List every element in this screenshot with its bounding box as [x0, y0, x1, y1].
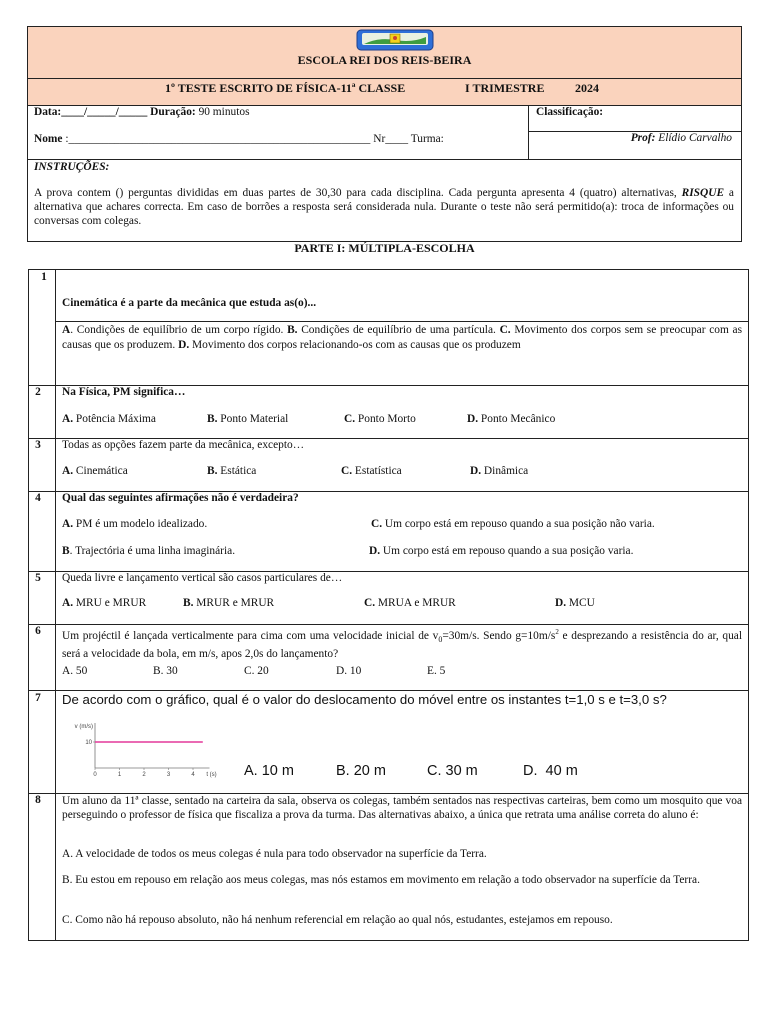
question-6-text: Um projéctil é lançada verticalmente para cima com uma velocidade inicial de $v_0=30m/s$. Sendo $g=10m/s^2$ e desprezando a resistência do ar, qual será a velocidade da bola, em m/s, apos 2,0s do lançamento? — [62, 628, 742, 661]
x-axis-label: t (s) — [206, 772, 217, 778]
question-2-option-a[interactable]: A. Potência Máxima — [62, 413, 156, 425]
instructions-text: A prova contem () perguntas divididas em duas partes de 30,30 para cada disciplina. Cada pergunta apresenta 4 (quatro) alternativas, RISQUE a alternativa que achares correcta. Em caso de borrões a resposta será considerada nula. Durante o teste não será permitido(a): troca de informações ou conversas com colegas. — [34, 187, 734, 227]
question-6-option-d[interactable]: D. 10 — [336, 665, 362, 677]
question-number-6: 6 — [35, 625, 41, 637]
question-7-option-b[interactable]: B. 20 m — [336, 763, 386, 779]
question-8-option-c[interactable]: C. Como não há repouso absoluto, não há nenhum referencial em relação ao qual nós, estudantes, estejamos em repouso. — [62, 914, 613, 926]
classification-label: Classificação: — [536, 106, 604, 118]
duration-value: 90 minutos — [198, 106, 250, 118]
duration-label: Duração: — [150, 106, 196, 118]
question-2-text: Na Física, PM significa… — [62, 386, 186, 398]
question-number-1: 1 — [41, 271, 47, 283]
question-4-option-c[interactable]: C. Um corpo está em repouso quando a sua posição não varia. — [371, 518, 655, 530]
name-field[interactable] — [34, 133, 444, 145]
class-label: Turma: — [410, 133, 444, 145]
question-3-option-a[interactable]: A. Cinemática — [62, 465, 128, 477]
question-2-option-c[interactable]: C. Ponto Morto — [344, 413, 416, 425]
instructions-title: INSTRUÇÕES: — [34, 161, 110, 173]
question-5-text: Queda livre e lançamento vertical são casos particulares de… — [62, 572, 343, 584]
question-8-option-b[interactable]: B. Eu estou em repouso em relação aos meus colegas, mas nós estamos em movimento em relação a todo observador na superfície da Terra. — [62, 874, 700, 886]
question-2-option-d[interactable]: D. Ponto Mecânico — [467, 413, 556, 425]
question-3-option-b[interactable]: B. Estática — [207, 465, 257, 477]
question-4-option-a[interactable]: A. PM é um modelo idealizado. — [62, 518, 208, 530]
prof-label: Prof: — [630, 132, 656, 144]
date-field[interactable] — [34, 106, 250, 118]
question-5-option-d[interactable]: D. MCU — [555, 597, 595, 609]
x-tick-label-0: 0 — [93, 772, 97, 778]
date-label: Data:____/_____/_____ — [34, 106, 148, 118]
test-year: 2024 — [575, 81, 599, 95]
question-number-4: 4 — [35, 492, 41, 504]
school-name: ESCOLA REI DOS REIS-BEIRA — [297, 53, 472, 67]
x-tick-label-4: 4 — [191, 772, 195, 778]
x-tick-label-3: 3 — [166, 772, 171, 778]
question-5-option-a[interactable]: A. MRU e MRUR — [62, 597, 147, 609]
name-label: Nome — [34, 133, 63, 145]
question-7-option-c[interactable]: C. 30 m — [427, 763, 478, 779]
prof-name: Elídio Carvalho — [658, 132, 732, 144]
x-tick-label-2: 2 — [142, 772, 146, 778]
question-number-7: 7 — [35, 692, 41, 704]
question-8-option-a[interactable]: A. A velocidade de todos os meus colegas é nula para todo observador na superfície da Terra. — [62, 848, 487, 860]
school-logo — [356, 29, 434, 51]
nr-label: Nr____ — [373, 133, 409, 145]
question-3-text: Todas as opções fazem parte da mecânica, excepto… — [62, 439, 305, 451]
question-3-option-c[interactable]: C. Estatística — [341, 465, 402, 477]
question-number-5: 5 — [35, 572, 41, 584]
question-5-option-b[interactable]: B. MRUR e MRUR — [183, 597, 275, 609]
x-tick-label-1: 1 — [117, 772, 122, 778]
professor — [631, 132, 732, 144]
y-tick-label-0: 10 — [85, 740, 92, 746]
question-7-option-a[interactable]: A. 10 m — [244, 763, 294, 779]
question-4-text: Qual das seguintes afirmações não é verdadeira? — [62, 492, 299, 504]
velocity-time-chart — [70, 718, 240, 780]
question-1-text: Cinemática é a parte da mecânica que estuda as(o)... — [62, 297, 317, 309]
question-7-option-d[interactable]: D. 40 m — [523, 763, 578, 779]
question-6-option-a[interactable]: A. 50 — [62, 665, 88, 677]
question-number-8: 8 — [35, 794, 41, 806]
test-term: I TRIMESTRE — [465, 81, 545, 95]
question-4-option-b[interactable]: B. Trajectória é uma linha imaginária. — [62, 545, 236, 557]
question-3-option-d[interactable]: D. Dinâmica — [470, 465, 529, 477]
question-5-option-c[interactable]: C. MRUA e MRUR — [364, 597, 456, 609]
part-title: PARTE I: MÚLTIPLA-ESCOLHA — [294, 241, 475, 255]
name-line: :_____________________________________________________ — [65, 133, 371, 145]
question-2-option-b[interactable]: B. Ponto Material — [207, 413, 289, 425]
question-8-text: Um aluno da 11ª classe, sentado na carteira da sala, observa os colegas, também sentados nas respectivas carteiras, bem como um mosquito que voa perseguindo o professor de física que fiscaliza a prova da turma. Das alternativas abaixo, a única que retrata uma análise correta do aluno é: — [62, 795, 742, 821]
risque-word: RISQUE — [681, 187, 725, 199]
question-1-options[interactable]: A. Condições de equilíbrio de um corpo rígido. B. Condições de equilíbrio de uma partícula. C. Movimento dos corpos sem se preocupar com as causas que os produzem. D. Movimento dos corpos relacionando-os com as causas que os produzem — [62, 324, 742, 351]
question-number-2: 2 — [35, 386, 41, 398]
test-title: 1º TESTE ESCRITO DE FÍSICA-11ª CLASSE — [165, 81, 406, 95]
question-6-option-b[interactable]: B. 30 — [153, 665, 178, 677]
question-number-3: 3 — [35, 439, 41, 451]
question-6-option-e[interactable]: E. 5 — [427, 665, 446, 677]
question-4-option-d[interactable]: D. Um corpo está em repouso quando a sua posição varia. — [369, 545, 634, 557]
question-7-text: De acordo com o gráfico, qual é o valor do deslocamento do móvel entre os instantes t=1,0 s e t=3,0 s? — [62, 692, 667, 707]
question-6-option-c[interactable]: C. 20 — [244, 665, 269, 677]
y-axis-label: v (m/s) — [74, 724, 93, 730]
